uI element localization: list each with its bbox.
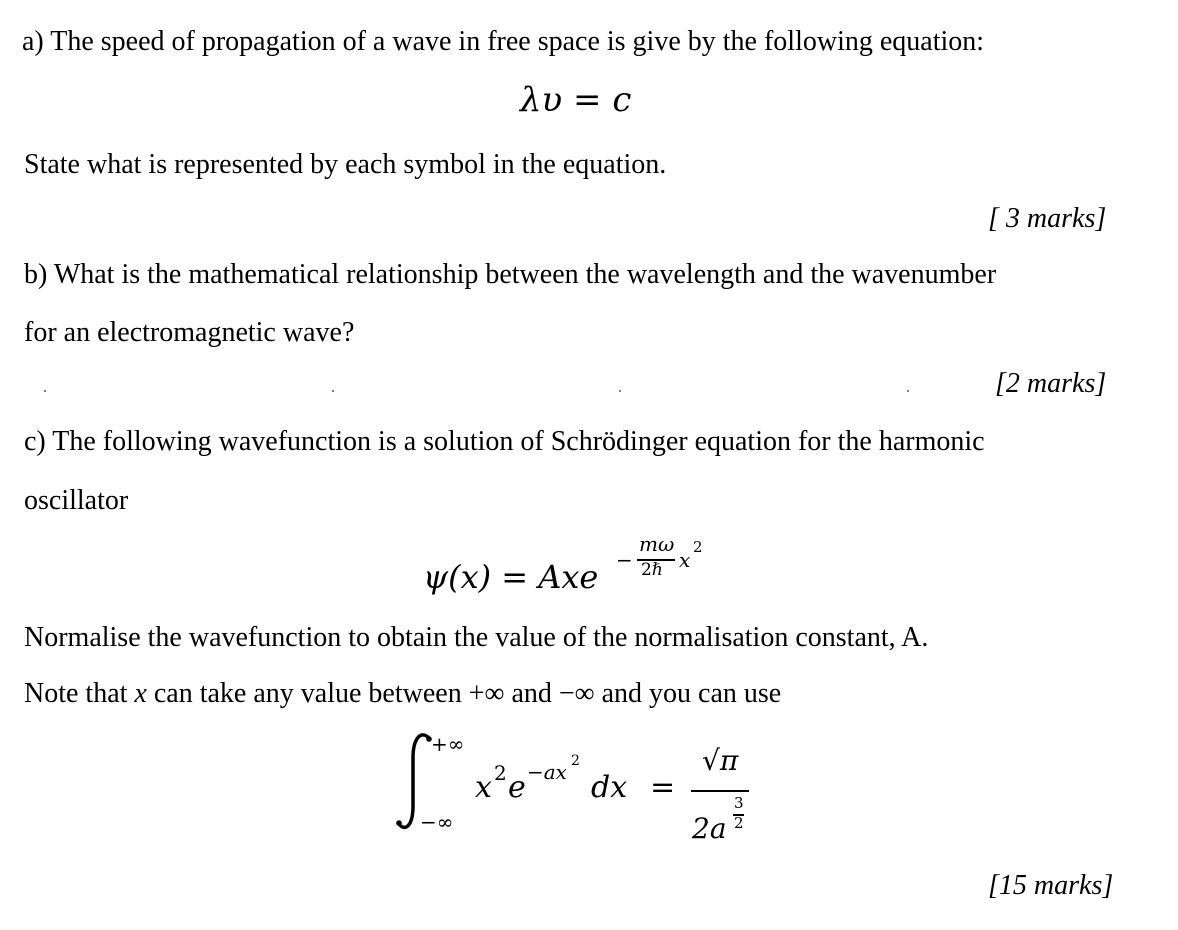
dot-mark xyxy=(907,390,909,392)
part-c-line-1: c) The following wavefunction is a solution of Schrödinger equation for the harmonic xyxy=(24,426,985,457)
exp-minus: − xyxy=(616,548,633,572)
part-a-question: a) The speed of propagation of a wave in free space is give by the following equation: xyxy=(22,26,985,57)
wavefunction-equation xyxy=(423,532,743,602)
fraction-numerator: √π xyxy=(702,744,739,777)
integrand-e: e xyxy=(508,770,526,805)
denominator-power-numerator: 3 xyxy=(734,794,744,812)
dot-mark xyxy=(619,390,621,392)
part-b-marks: [2 marks] xyxy=(995,368,1107,399)
integrand-x: x xyxy=(475,770,492,805)
exp-numerator: mω xyxy=(639,532,675,556)
part-b-line-2: for an electromagnetic wave? xyxy=(24,317,355,348)
part-a-instruction: State what is represented by each symbol in the equation. xyxy=(24,149,667,180)
denominator-power-denominator: 2 xyxy=(734,814,744,832)
part-c-marks: [15 marks] xyxy=(988,870,1114,901)
fraction-bar xyxy=(691,790,749,792)
wavefunction-lhs: ψ(x) = Axe xyxy=(423,558,599,596)
exp-denominator: 2ℏ xyxy=(641,560,663,580)
exp-variable: x xyxy=(679,548,691,572)
dot-mark xyxy=(44,390,46,392)
integrand-e-power: −ax xyxy=(527,760,567,784)
exp-power: 2 xyxy=(693,538,703,556)
integrand-x-power: 2 xyxy=(494,761,507,785)
part-a-marks: [ 3 marks] xyxy=(988,203,1107,234)
integrand-e-power-square: 2 xyxy=(571,753,580,769)
equals-sign: = xyxy=(650,770,676,805)
dot-mark xyxy=(332,390,334,392)
part-c-note: Note that x can take any value between +∞ and −∞ and you can use xyxy=(24,678,782,709)
denominator-base: 2a xyxy=(692,812,727,845)
integral-upper-limit: +∞ xyxy=(431,732,465,756)
integral-lower-limit: −∞ xyxy=(420,810,454,834)
integrand-dx: dx xyxy=(591,770,628,805)
part-b-line-1: b) What is the mathematical relationship between the wavelength and the wavenumber xyxy=(24,259,997,290)
integral-equation xyxy=(395,728,775,858)
part-c-line-2: oscillator xyxy=(24,485,129,516)
part-c-instruction: Normalise the wavefunction to obtain the value of the normalisation constant, A. xyxy=(24,622,929,653)
part-a-equation: λυ = c xyxy=(520,80,632,120)
